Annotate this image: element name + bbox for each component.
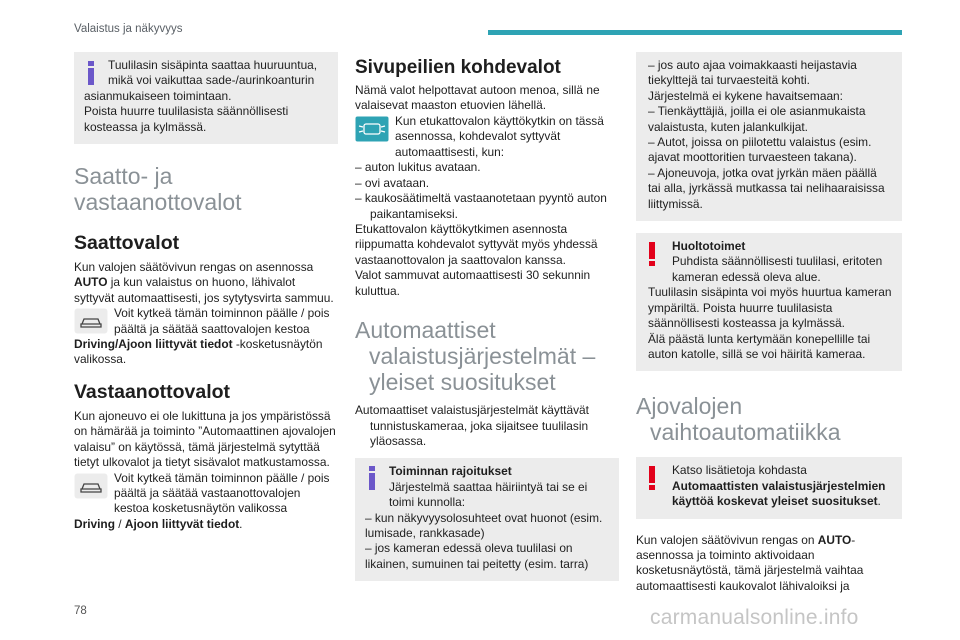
box-title: Toiminnan rajoitukset (389, 464, 512, 479)
heading-saattovalot: Saattovalot (74, 232, 180, 255)
section-title-auto-lighting-2: valaistusjärjestelmät – (369, 343, 596, 370)
heading-vastaanottovalot: Vastaanottovalot (74, 380, 231, 403)
paragraph: Kun ajoneuvo ei ole lukittuna ja jos ympäristössä on hämärää ja toiminto ”Automaattinen ajovalojen valaisu” on käytössä, tämä järjestelmä sytyttää tietyt ulkovalot ja tietyt sisävalot matkustamossa. (74, 408, 336, 470)
text-span: / (114, 516, 125, 531)
paragraph: Voit kytkeä tämän toiminnon päälle / pois päältä ja säätää saattovalojen kestoa (114, 306, 330, 336)
section-title-auto-lighting-3: yleiset suositukset (369, 369, 556, 396)
section-title-saatto-2: vastaanottovalot (74, 189, 242, 216)
icon-row-saatto (74, 306, 338, 337)
paragraph: Älä päästä lunta kertymään konepellille tai auton katolle, sillä se voi häiritä kameraa. (648, 331, 871, 361)
paragraph: Automaattiset valaistusjärjestelmät käyttävät tunnistuskameraa, joka sijaitsee tuulilasin yläosassa. (355, 403, 589, 448)
text-span: ja kun valaistus on huono, lähivalot syttyvät automaattisesti, jos sytytysvirta sammuu. (74, 275, 334, 305)
watermark: carmanualsonline.info (650, 606, 859, 629)
warning-icon (649, 466, 655, 490)
icon-row-courtesy-lamp (355, 114, 619, 160)
paragraph: Puhdista säännöllisesti tuulilasi, eritoten kameran edessä oleva alue. (672, 254, 883, 284)
bold-span: AUTO (817, 532, 852, 547)
paragraph: Tuulilasin sisäpinta voi myös huurtua kameran ympäriltä. Poista huurre tuulilasista säännöllisesti kosteassa ja kylmässä. (648, 285, 892, 331)
paragraph: Järjestelmä ei kykene havaitsemaan: (648, 88, 843, 103)
list-item: – Ajoneuvoja, jotka ovat jyrkän mäen päällä tai alla, jyrkässä mutkassa tai nelihaaraisissa liittymissä. (648, 165, 885, 211)
paragraph: Nämä valot helpottavat autoon menoa, sillä ne valaisevat maaston etuovien lähellä. (355, 83, 600, 113)
section-title-saatto: Saatto- ja (74, 163, 173, 190)
info-box-limitations (355, 458, 619, 581)
list-item: – auton lukitus avataan. (355, 160, 481, 175)
text-span: . (877, 494, 881, 509)
car-settings-icon (74, 308, 108, 334)
paragraph: Etukattovalon käyttökytkimen asennosta riippumatta kohdevalot syttyvät myös yhdessä vastaanottovalon ja saattovalon kanssa. (355, 222, 598, 267)
paragraph (74, 260, 338, 306)
text-span: . (239, 516, 243, 531)
list-item: – Tienkäyttäjiä, joilla ei ole asianmukaista valaistusta, kuten jalankulkijat. (648, 104, 866, 134)
list-item: – Autot, joissa on piilotettu valaistus (esim. ajavat moottoritien turvaesteen takana). (648, 135, 872, 165)
section-title-highbeam-2: vaihtoautomatiikka (650, 419, 841, 446)
paragraph: Katso lisätietoja kohdasta (672, 463, 807, 478)
info-icon (88, 61, 94, 85)
paragraph (636, 533, 902, 595)
bold-span: Ajoon liittyvät tiedot (124, 516, 240, 531)
icon-row-vastaanotto (74, 471, 338, 517)
paragraph: Voit kytkeä tämän toiminnon päälle / pois päältä ja säätää vastaanottovalojen kestoa kosketusnäytön valikossa (114, 470, 330, 516)
paragraph: Kun etukattovalon käyttökytkin on tässä asennossa, kohdevalot syttyvät automaattisesti, kun: (395, 113, 604, 159)
warning-box-maintenance (636, 233, 902, 371)
car-settings-icon (74, 473, 108, 499)
section-title-auto-lighting: Automaattiset (355, 317, 496, 344)
paragraph: Järjestelmä saattaa häiriintyä tai se ei toimi kunnolla: (389, 479, 588, 510)
paragraph (74, 337, 338, 368)
info-line: mikä voi vaikuttaa sade-/aurinkoanturin (108, 73, 315, 88)
list-item: – ovi avataan. (355, 175, 430, 190)
info-icon (369, 466, 375, 490)
bold-span: Driving/Ajoon liittyvät tiedot (74, 337, 233, 352)
info-box-condensation (74, 52, 338, 144)
list-item: – jos kameran edessä oleva tuulilasi on likainen, sumuinen tai peitetty (esim. tarra) (365, 541, 589, 571)
text-span: Kun valojen säätövivun rengas on asennossa (74, 260, 314, 275)
page-number: 78 (74, 605, 87, 617)
paragraph: Valot sammuvat automaattisesti 30 sekunnin kuluttua. (355, 268, 591, 298)
continued-box (636, 52, 902, 221)
column-1 (74, 52, 338, 532)
bold-span: Driving (74, 516, 115, 531)
bold-span: AUTO (74, 275, 108, 290)
column-3 (636, 52, 902, 594)
heading-sivupeilien-kohdevalot: Sivupeilien kohdevalot (355, 57, 561, 78)
list-item: – kun näkyvyysolosuhteet ovat huonot (esim. lumisade, rankkasade) (365, 510, 603, 540)
info-line: Tuulilasin sisäpinta saattaa huuruuntua, (108, 58, 318, 72)
paragraph (74, 517, 338, 532)
box-title: Huoltotoimet (672, 239, 746, 254)
bold-span: Automaattisten valaistusjärjestelmien käyttöä koskevat yleiset suositukset (672, 478, 886, 509)
warning-icon (649, 242, 655, 266)
info-line: asianmukaiseen toimintaan. (84, 88, 232, 103)
list-item: – jos auto ajaa voimakkaasti heijastavia tiekylttejä tai turvaesteitä kohti. (648, 58, 857, 88)
warning-box-see-also (636, 457, 902, 518)
paragraph (648, 479, 892, 510)
info-line: kosteassa ja kylmässä. (84, 119, 207, 134)
section-title-highbeam: Ajovalojen (636, 393, 743, 420)
running-header: Valaistus ja näkyvyys (74, 23, 183, 35)
list-item: – kaukosäätimeltä vastaanotetaan pyyntö auton paikantamiseksi. (355, 191, 607, 221)
courtesy-lamp-icon (355, 116, 389, 142)
header-accent-bar (488, 30, 902, 35)
text-span: -kosketusnäytön valikossa. (74, 337, 323, 367)
text-span: -asennossa ja toiminto aktivoidaan kosketusnäytöstä, tämä järjestelmä vaihtaa automaattisesti kaukovalot lähivaloiksi ja (636, 532, 864, 593)
info-line: Poista huurre tuulilasista säännöllisesti (84, 104, 289, 119)
column-2 (355, 57, 619, 581)
text-span: Kun valojen säätövivun rengas on (636, 532, 818, 547)
